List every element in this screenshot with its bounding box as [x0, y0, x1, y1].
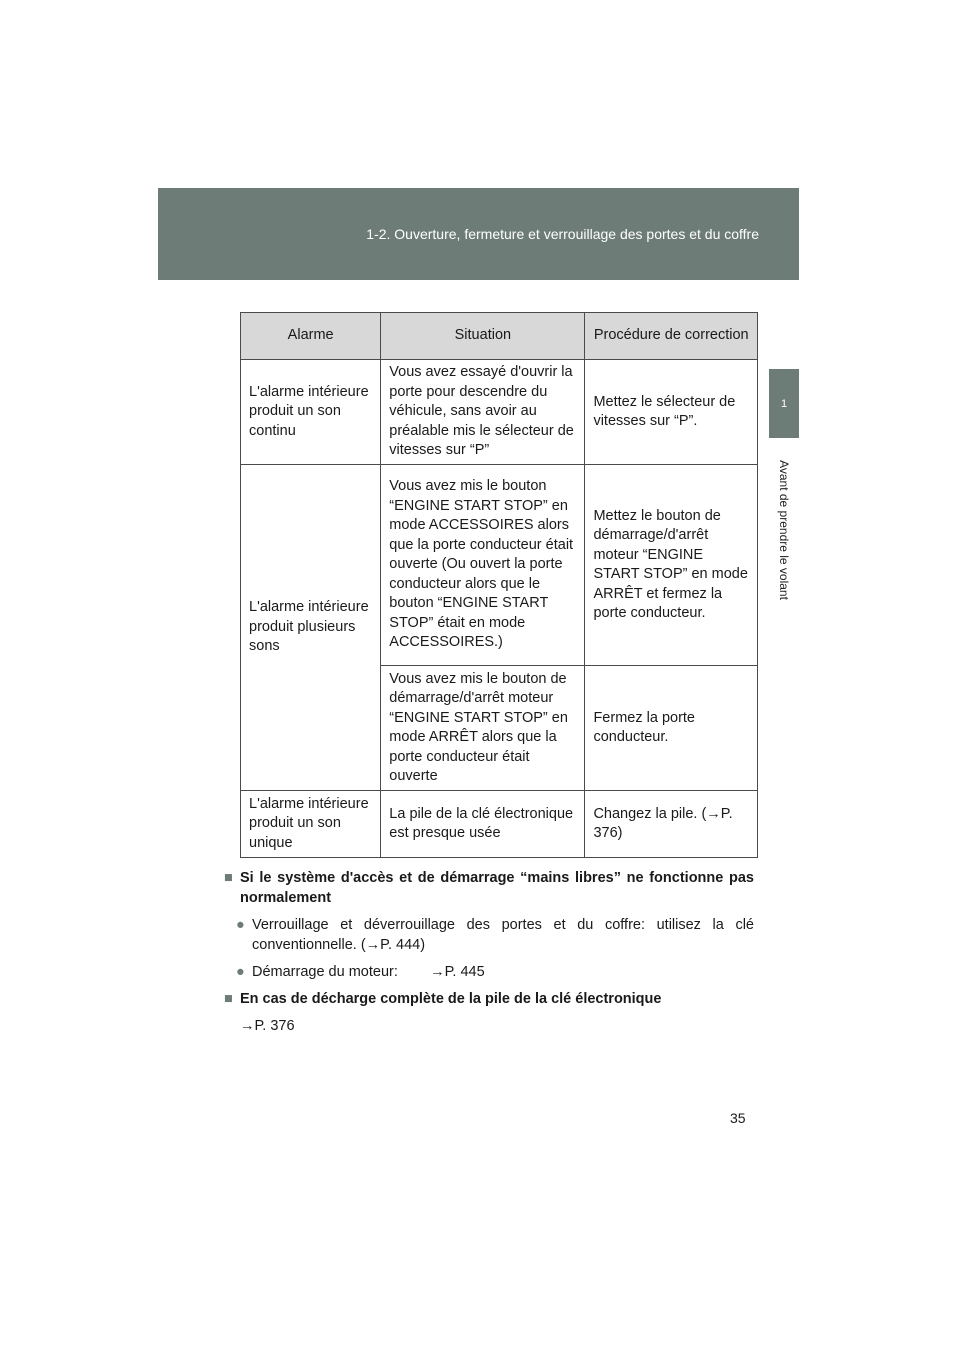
table-header-correction: Procédure de correction [585, 313, 758, 360]
situation-cell: Vous avez essayé d'ouvrir la porte pour descendre du véhicule, sans avoir au préalable mis le sélecteur de vitesses sur “P” [381, 360, 585, 465]
chapter-tab-label-text: Avant de prendre le volant [777, 460, 791, 600]
square-bullet-icon: ■ [224, 870, 233, 886]
section-heading-text: En cas de décharge complète de la pile de la clé électronique [240, 991, 662, 1007]
correction-cell: Changez la pile. (→P. 376) [585, 791, 758, 858]
correction-cell: Mettez le bouton de démarrage/d'arrêt moteur “ENGINE START STOP” en mode ARRÊT et fermez la porte conducteur. [585, 465, 758, 666]
list-item-text: Démarrage du moteur: →P. 445 [252, 964, 485, 980]
alarm-cell: L'alarme intérieure produit un son unique [241, 791, 381, 858]
round-bullet-icon: ● [236, 917, 245, 933]
alarm-table [240, 312, 758, 858]
situation-cell: La pile de la clé électronique est presque usée [381, 791, 585, 858]
correction-cell: Fermez la porte conducteur. [585, 666, 758, 791]
list-item-text: Verrouillage et déverrouillage des portes et du coffre: utilisez la clé conventionnelle. (→P. 444) [252, 917, 754, 953]
square-bullet-icon: ■ [224, 991, 233, 1007]
table-row [241, 360, 758, 465]
list-item [224, 915, 754, 955]
chapter-header [158, 188, 799, 280]
table-row [241, 791, 758, 858]
list-item [224, 962, 754, 982]
table-header-situation: Situation [381, 313, 585, 360]
alarm-cell: L'alarme intérieure produit plusieurs sons [241, 465, 381, 791]
table-header-alarm: Alarme [241, 313, 381, 360]
correction-cell: Mettez le sélecteur de vitesses sur “P”. [585, 360, 758, 465]
page-number: 35 [730, 1110, 746, 1126]
section-heading [224, 989, 754, 1009]
section-heading [224, 868, 754, 908]
table-header-row [241, 313, 758, 360]
table-row [241, 465, 758, 666]
chapter-title: 1-2. Ouverture, fermeture et verrouillage des portes et du coffre [366, 226, 759, 242]
notes-section [224, 868, 754, 1043]
chapter-tab-number: 1 [769, 369, 799, 438]
situation-cell: Vous avez mis le bouton de démarrage/d'arrêt moteur “ENGINE START STOP” en mode ARRÊT alors que la porte conducteur était ouverte [381, 666, 585, 791]
section-heading-text: Si le système d'accès et de démarrage “mains libres” ne fonctionne pas normalement [240, 870, 754, 906]
alarm-cell: L'alarme intérieure produit un son continu [241, 360, 381, 465]
round-bullet-icon: ● [236, 964, 245, 980]
situation-cell: Vous avez mis le bouton “ENGINE START STOP” en mode ACCESSOIRES alors que la porte conducteur était ouverte (Ou ouvert la porte conducteur alors que le bouton “ENGINE START STOP” était en mode ACCESSOIRES.) [381, 465, 585, 666]
page-reference: →P. 376 [240, 1018, 295, 1034]
